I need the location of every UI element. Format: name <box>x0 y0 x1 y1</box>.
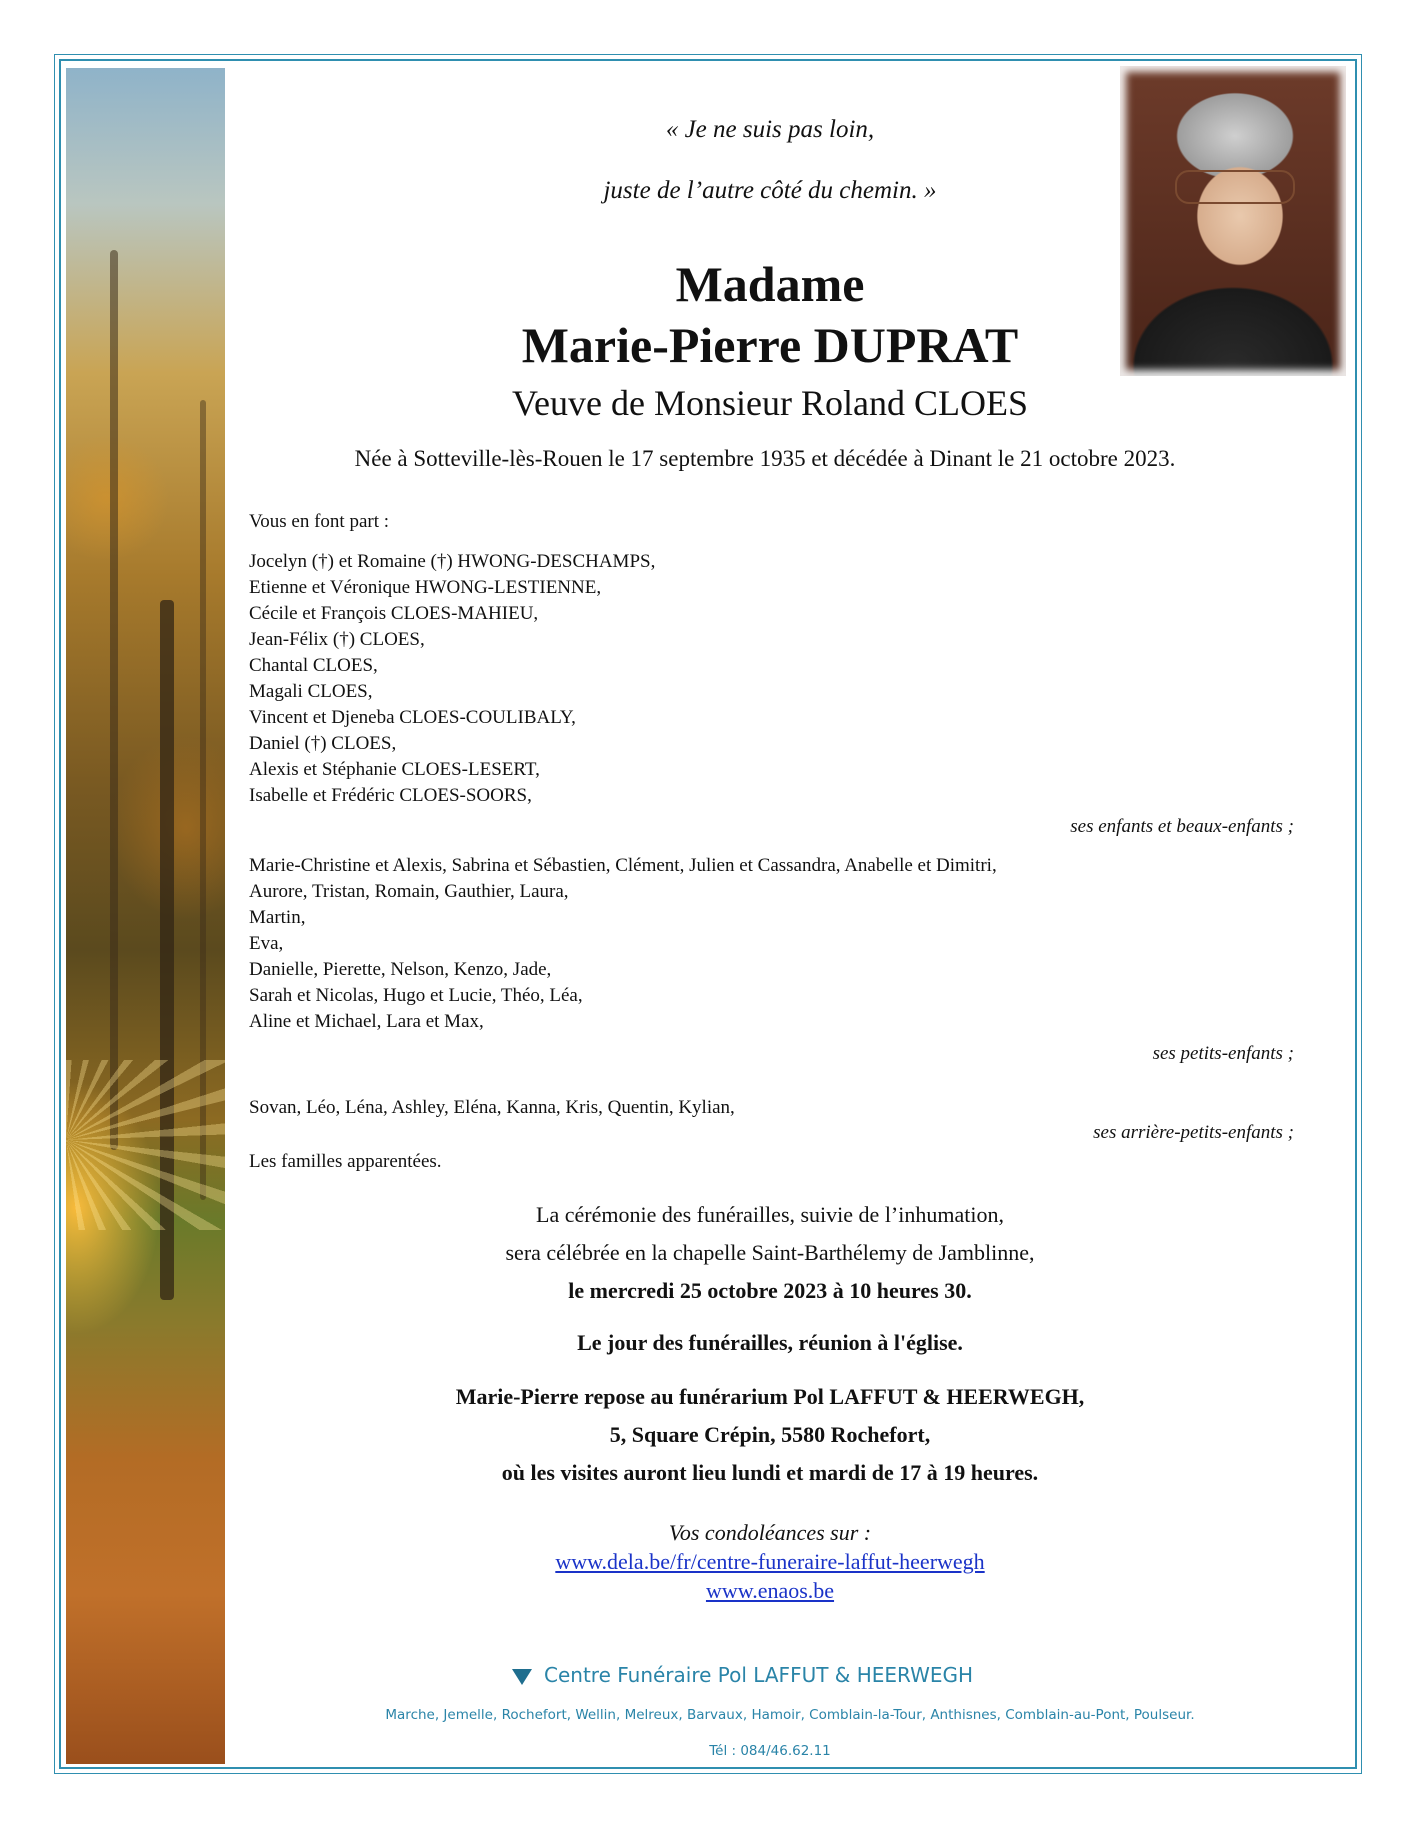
condolences-link-dela[interactable]: www.dela.be/fr/centre-funeraire-laffut-heerwegh <box>555 1549 985 1574</box>
list-item: Sarah et Nicolas, Hugo et Lucie, Théo, Léa, <box>249 985 583 1006</box>
families-line: Les familles apparentées. <box>249 1151 442 1172</box>
list-item: Etienne et Véronique HWONG-LESTIENNE, <box>249 577 602 598</box>
ceremony-meeting: Le jour des funérailles, réunion à l'église. <box>577 1330 963 1355</box>
condolences-link-container <box>360 1549 1180 1575</box>
ceremony-date: le mercredi 25 octobre 2023 à 10 heures 30. <box>568 1278 972 1303</box>
list-item: Alexis et Stéphanie CLOES-LESERT, <box>249 759 540 780</box>
quote-line-1: « Je ne suis pas loin, <box>665 116 875 143</box>
list-item: Aline et Michael, Lara et Max, <box>249 1011 484 1032</box>
ceremony-line-2: sera célébrée en la chapelle Saint-Barthélemy de Jamblinne, <box>505 1240 1035 1265</box>
list-item: Danielle, Pierette, Nelson, Kenzo, Jade, <box>249 959 552 980</box>
list-item: Jocelyn (†) et Romaine (†) HWONG-DESCHAMPS, <box>249 551 656 572</box>
list-item: Daniel (†) CLOES, <box>249 733 397 754</box>
visitation-line-1: Marie-Pierre repose au funérarium Pol LAFFUT & HEERWEGH, <box>455 1384 1085 1409</box>
list-item: Vincent et Djeneba CLOES-COULIBALY, <box>249 707 576 728</box>
towns-line: Marche, Jemelle, Rochefort, Wellin, Melreux, Barvaux, Hamoir, Comblain-la-Tour, Anthisnes, Comblain-au-Pont, Poulseur. <box>385 1707 1195 1723</box>
honorific: Madame <box>675 256 865 312</box>
grandchildren-relation: ses petits-enfants ; <box>1152 1043 1294 1064</box>
condolences-link-container-2 <box>360 1578 1180 1604</box>
company-name: Centre Funéraire Pol LAFFUT & HEERWEGH <box>544 1663 974 1687</box>
company-logo <box>512 1663 1072 1693</box>
quote-line-2: juste de l’autre côté du chemin. » <box>603 177 937 204</box>
visitation-line-2: 5, Square Crépin, 5580 Rochefort, <box>609 1422 931 1447</box>
list-item: Aurore, Tristan, Romain, Gauthier, Laura, <box>249 881 569 902</box>
list-item: Magali CLOES, <box>249 681 373 702</box>
children-list <box>249 549 655 809</box>
list-item: Jean-Félix (†) CLOES, <box>249 629 425 650</box>
deceased-name: Marie-Pierre DUPRAT <box>521 317 1019 373</box>
birth-death-line: Née à Sotteville-lès-Rouen le 17 septembre 1935 et décédée à Dinant le 21 octobre 2023. <box>354 446 1176 471</box>
spouse-line: Veuve de Monsieur Roland CLOES <box>512 383 1028 423</box>
great-grandchildren-list: Sovan, Léo, Léna, Ashley, Eléna, Kanna, Kris, Quentin, Kylian, <box>249 1097 735 1118</box>
list-item: Martin, <box>249 907 306 928</box>
visitation-line-3: où les visites auront lieu lundi et mardi de 17 à 19 heures. <box>501 1460 1039 1485</box>
list-item: Cécile et François CLOES-MAHIEU, <box>249 603 539 624</box>
list-item: Chantal CLOES, <box>249 655 378 676</box>
great-grandchildren-relation: ses arrière-petits-enfants ; <box>1093 1122 1294 1143</box>
list-item: Isabelle et Frédéric CLOES-SOORS, <box>249 785 532 806</box>
portrait-glasses <box>1175 170 1295 204</box>
list-item: Marie-Christine et Alexis, Sabrina et Sébastien, Clément, Julien et Cassandra, Anabelle et Dimitri, <box>249 855 997 876</box>
list-item: Eva, <box>249 933 284 954</box>
ceremony-line-1: La cérémonie des funérailles, suivie de l’inhumation, <box>536 1202 1004 1227</box>
triangle-down-icon <box>512 1669 532 1685</box>
announce-intro: Vous en font part : <box>249 511 390 532</box>
children-relation: ses enfants et beaux-enfants ; <box>1070 816 1294 837</box>
condolences-link-enaos[interactable]: www.enaos.be <box>705 1578 835 1603</box>
sun-rays <box>66 1060 225 1230</box>
tree-trunk <box>110 250 118 1150</box>
telephone: Tél : 084/46.62.11 <box>709 1743 831 1759</box>
condolences-label: Vos condoléances sur : <box>668 1520 872 1545</box>
grandchildren-list <box>249 853 997 1035</box>
